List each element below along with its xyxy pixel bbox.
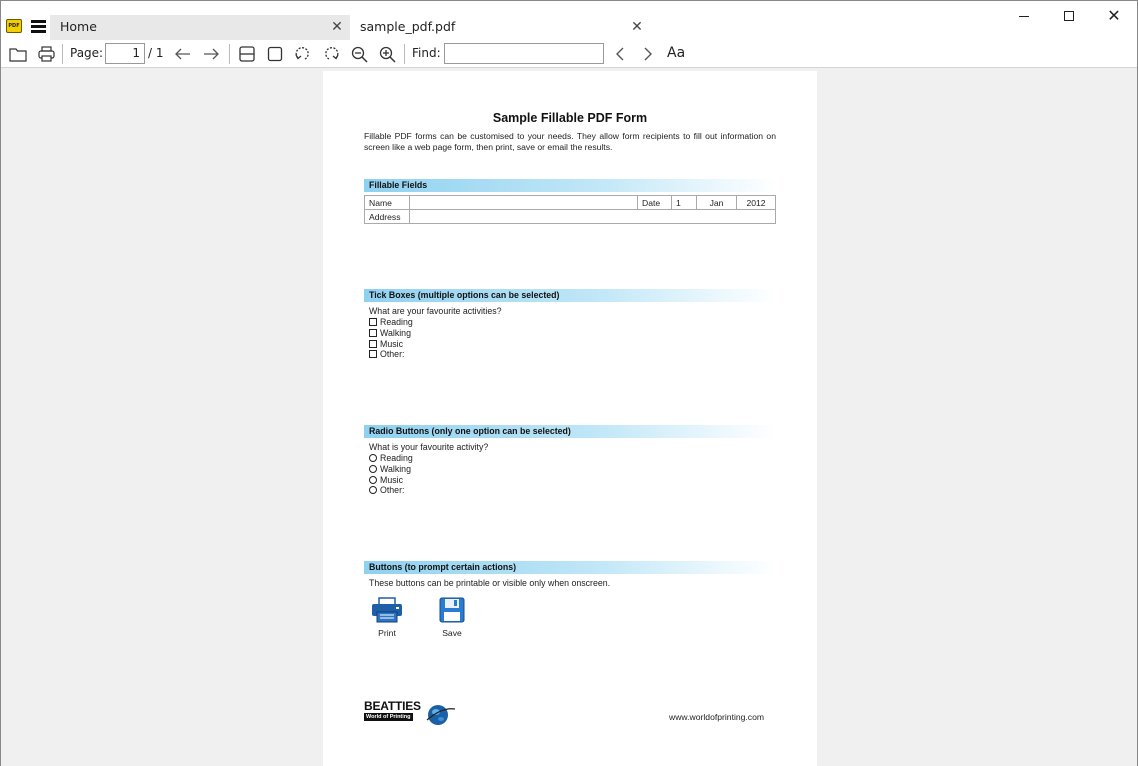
date-month-field[interactable]: Jan [697,196,737,210]
radio-walking[interactable] [369,464,411,475]
section-header-fillable: Fillable Fields [364,179,776,192]
close-tab-icon[interactable]: ✕ [631,19,643,35]
page-total: / 1 [148,46,164,60]
document-viewer[interactable] [1,69,1137,766]
zoom-in-icon[interactable] [377,44,397,64]
radio-icon[interactable] [369,454,377,462]
save-button[interactable] [427,597,477,638]
section-header-buttons: Buttons (to prompt certain actions) [364,561,776,574]
website-url: www.worldofprinting.com [669,712,765,722]
printer-icon [362,597,412,625]
match-case-toggle[interactable]: Aa [667,45,686,61]
document-title: Sample Fillable PDF Form [492,111,648,125]
radio-other[interactable] [369,485,404,496]
page-label: Page: [70,46,104,60]
section-header-tick-boxes: Tick Boxes (multiple options can be selected) [364,289,776,302]
tab-label: Home [60,19,97,34]
date-year-field[interactable]: 2012 [737,196,776,210]
buttons-description: These buttons can be printable or visible only when onscreen. [369,578,611,588]
address-field[interactable] [410,210,776,224]
open-folder-icon[interactable] [8,44,28,64]
option-label: Other: [380,349,405,359]
brand-name: BEATTIES [364,699,421,713]
option-label: Walking [380,328,411,338]
pdf-page [323,71,817,766]
tab-label: sample_pdf.pdf [360,19,456,34]
option-label: Music [380,339,403,349]
date-label: Date [638,196,672,210]
fit-page-icon[interactable] [265,44,285,64]
section-header-radio-buttons: Radio Buttons (only one option can be selected) [364,425,776,438]
next-page-icon[interactable] [201,44,221,64]
radio-reading[interactable] [369,453,413,464]
checkbox-icon[interactable] [369,340,377,348]
radio-music[interactable] [369,475,403,486]
rotate-left-icon[interactable] [293,44,313,64]
print-button[interactable] [362,597,412,638]
radio-question: What is your favourite activity? [369,442,489,452]
menu-icon[interactable] [31,20,46,33]
fillable-fields-table [364,195,776,224]
fit-width-icon[interactable] [237,44,257,64]
print-button-label: Print [378,628,396,638]
page-number-input[interactable]: 1 [105,43,145,64]
radio-icon[interactable] [369,476,377,484]
address-label: Address [365,210,410,224]
option-label: Reading [380,317,413,327]
maximize-button[interactable] [1049,5,1089,27]
close-tab-icon[interactable]: ✕ [331,19,343,35]
tick-question: What are your favourite activities? [369,306,502,316]
option-label: Reading [380,453,413,463]
close-window-button[interactable]: ✕ [1107,6,1121,25]
option-label: Walking [380,464,411,474]
minimize-button[interactable] [1004,5,1044,27]
beatties-logo [364,699,459,727]
toolbar-divider [404,44,405,64]
find-label: Find: [412,46,441,60]
option-label: Music [380,475,403,485]
toolbar-divider [229,44,230,64]
brand-tagline: World of Printing [366,714,411,720]
save-button-label: Save [442,628,462,638]
checkbox-icon[interactable] [369,318,377,326]
radio-icon[interactable] [369,486,377,494]
checkbox-reading[interactable] [369,317,413,328]
tab-home[interactable] [50,15,350,40]
checkbox-other[interactable] [369,349,404,360]
find-next-icon[interactable] [638,44,658,64]
date-day-field[interactable]: 1 [672,196,697,210]
printer-icon[interactable] [36,44,56,64]
find-previous-icon[interactable] [610,44,630,64]
radio-icon[interactable] [369,465,377,473]
previous-page-icon[interactable] [173,44,193,64]
globe-icon [426,703,456,731]
toolbar [1,40,1137,68]
rotate-right-icon[interactable] [321,44,341,64]
checkbox-icon[interactable] [369,350,377,358]
toolbar-divider [62,44,63,64]
zoom-out-icon[interactable] [349,44,369,64]
save-disk-icon [427,597,477,625]
title-bar [1,1,1137,40]
option-label: Other: [380,485,405,495]
name-label: Name [365,196,410,210]
app-logo-icon[interactable]: PDF [6,19,22,33]
tab-sample-pdf[interactable] [350,15,650,40]
find-input[interactable] [444,43,604,64]
checkbox-music[interactable] [369,339,403,350]
checkbox-icon[interactable] [369,329,377,337]
document-intro: Fillable PDF forms can be customised to your needs. They allow form recipients to fill out information on screen like a web page form, then print, save or email the results. [364,131,776,152]
name-field[interactable] [410,196,638,210]
checkbox-walking[interactable] [369,328,411,339]
